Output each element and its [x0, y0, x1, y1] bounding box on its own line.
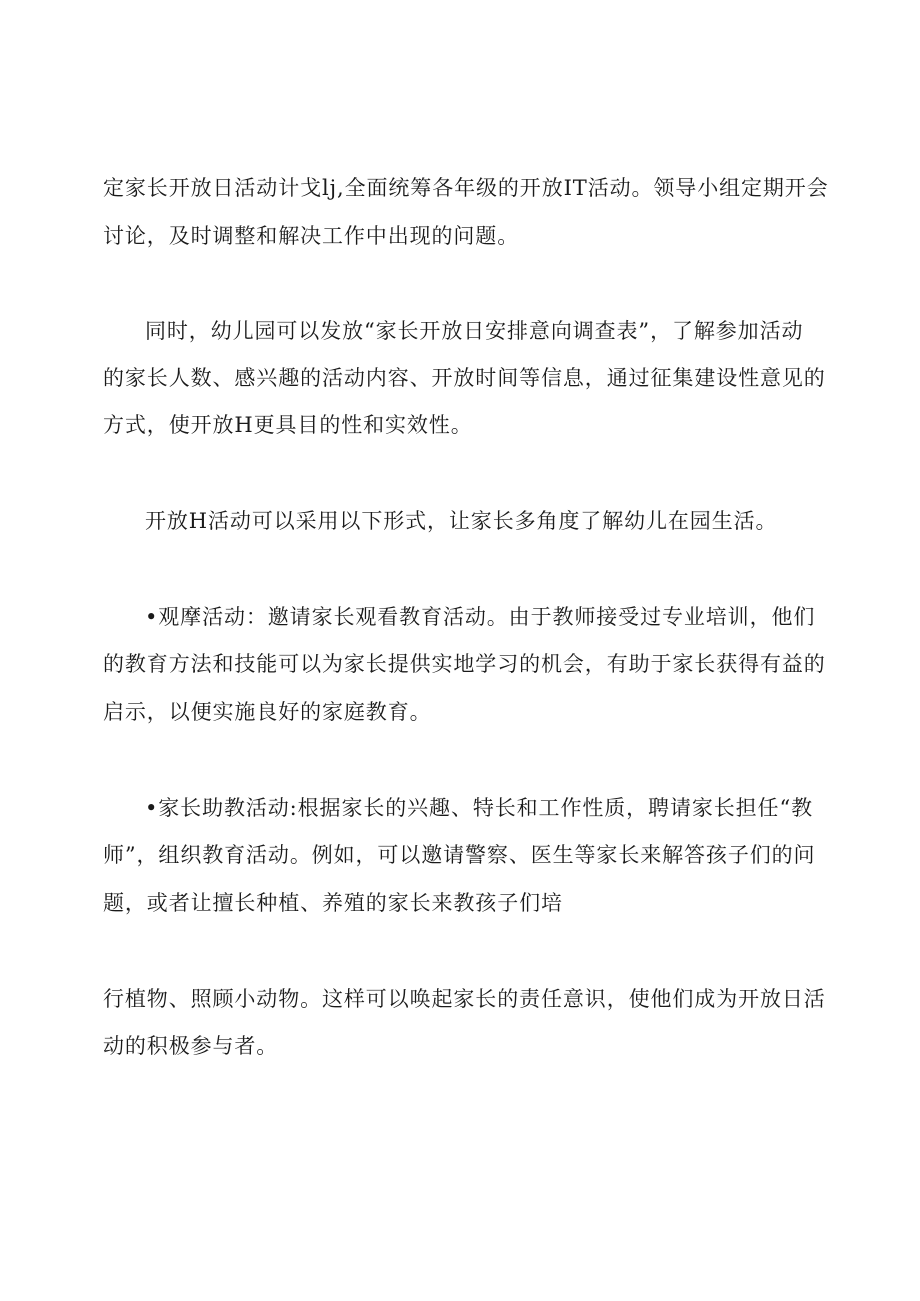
paragraph-1-line-1: 定家长开放日活动计戈lj,全面统筹各年级的开放IT活动。领导小组定期开会 — [103, 176, 829, 200]
paragraph-1-line-2: 讨论，及时调整和解决工作中出现的问题。 — [103, 224, 520, 248]
paragraph-2-line-1: 同时，幼儿园可以发放“家长开放日安排意向调查表”，了解参加活动 — [145, 319, 804, 343]
paragraph-4-line-2: 的教育方法和技能可以为家长提供实地学习的机会，有助于家长获得有益的 — [103, 652, 826, 676]
paragraph-5-line-1: •家长助教活动:根据家长的兴趣、特长和工作性质，聘请家长担任“教 — [145, 796, 813, 820]
paragraph-4-line-3: 启示，以便实施良好的家庭教育。 — [103, 700, 432, 724]
paragraph-5-line-3: 题，或者让擅长种植、养殖的家长来教孩子们培 — [103, 891, 563, 915]
paragraph-5-line-2: 师”，组织教育活动。例如，可以邀请警察、医生等家长来解答孩子们的问 — [103, 843, 816, 867]
paragraph-3-line-1: 开放H活动可以采用以下形式，让家长多角度了解幼儿在园生活。 — [145, 509, 778, 533]
paragraph-6-line-2: 动的积极参与者。 — [103, 1034, 279, 1058]
paragraph-4-line-1: •观摩活动：邀请家长观看教育活动。由于教师接受过专业培训，他们 — [145, 605, 816, 629]
paragraph-2-line-3: 方式，使开放H更具目的性和实效性。 — [103, 413, 473, 437]
paragraph-2-line-2: 的家长人数、感兴趣的活动内容、开放时间等信息，通过征集建设性意见的 — [103, 366, 826, 390]
paragraph-6-line-1: 行植物、照顾小动物。这样可以唤起家长的责任意识，使他们成为开放日活 — [103, 987, 826, 1011]
